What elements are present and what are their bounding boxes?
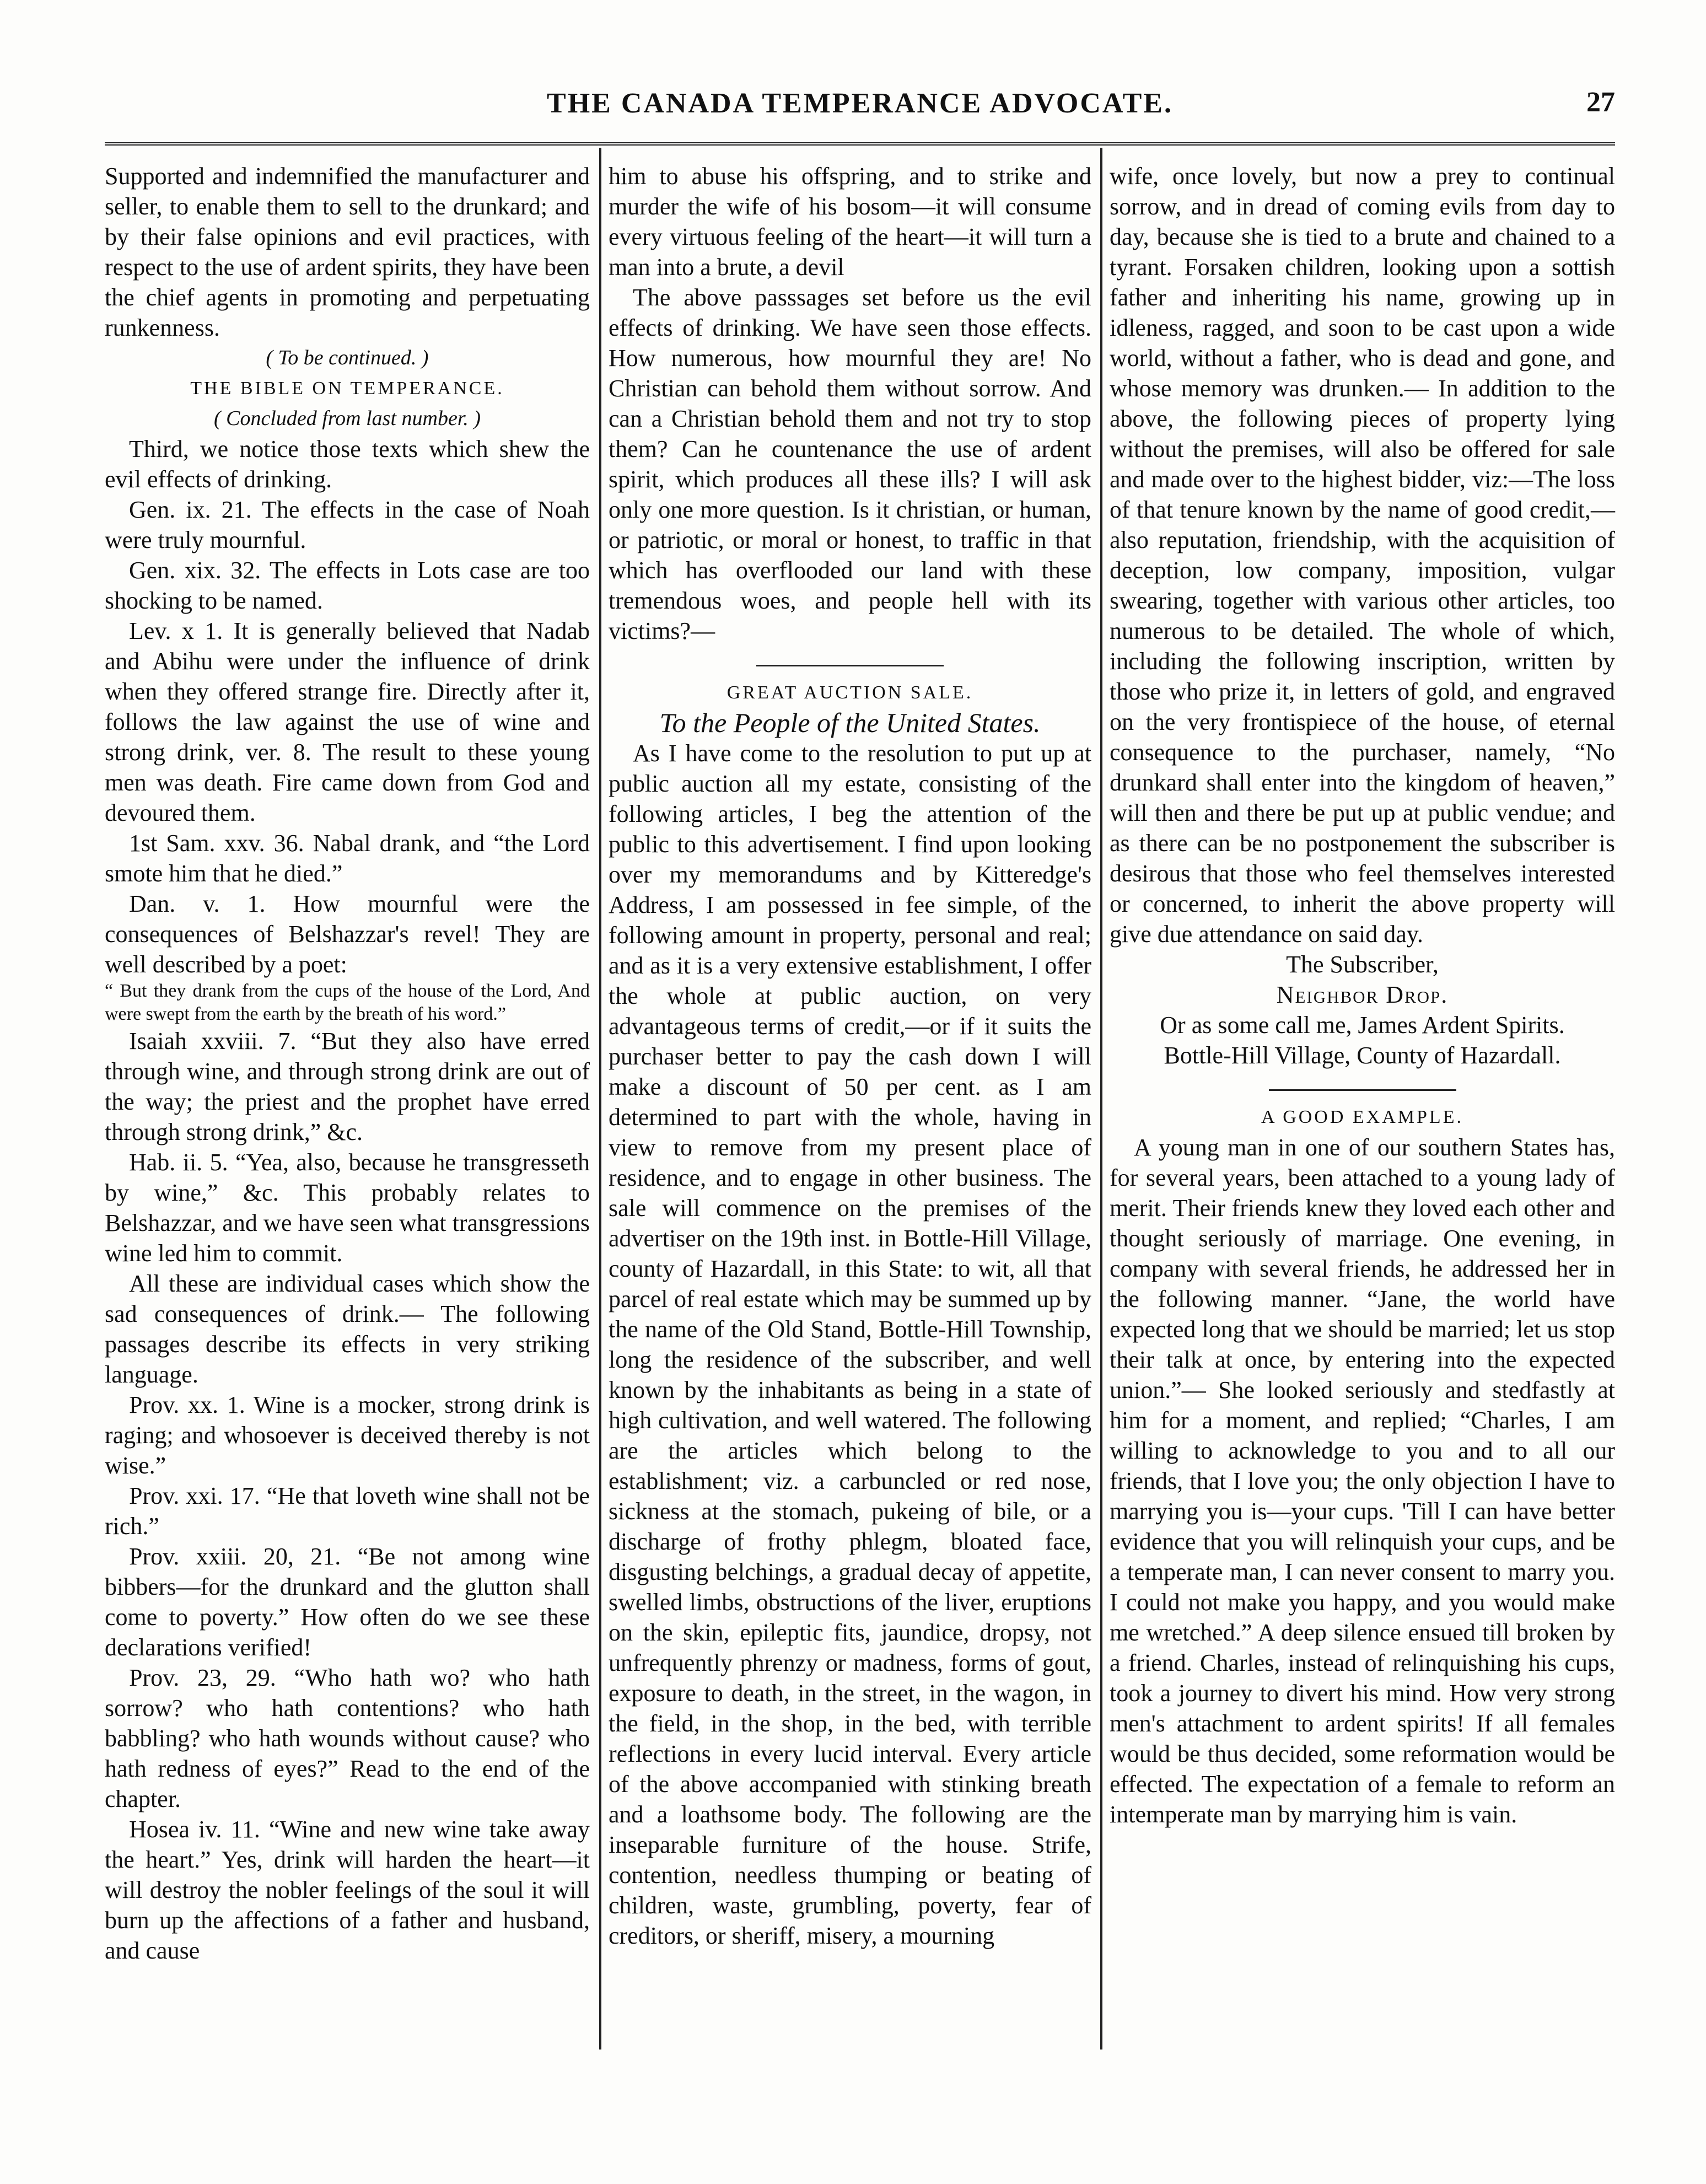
column-divider-2 — [1100, 148, 1102, 2049]
paragraph: As I have come to the resolution to put up at public auction all my estate, consisting of the following articles, I beg the attention of the public to this advertisement. I find upon looking over my memorandums and by Kitteredge's Address, I am possessed in fee simple, of the following amount in property, personal and real; and as it is a very extensive establishment, I offer the whole at public auction, on very advantageous terms of credit,—or if it suits the purchaser better to pay the cash down I will make a discount of 50 per cent. as I am determined to part with the whole, having in view to remove from my present place of residence, and to engage in other business. The sale will commence on the premises of the advertiser on the 19th inst. in Bottle-Hill Village, county of Hazardall, in this State: to wit, all that parcel of real estate which may be summed up by the name of the Old Stand, Bottle-Hill Township, long the residence of the subscriber, and well known by the inhabitants as being in a state of high cultivation, and well watered. The following are the articles which belong to the establishment; viz. a carbuncled or red nose, sickness at the stomach, pukeing of bile, or a discharge of frothy phlegm, bloated face, disgusting belchings, a gradual decay of appetite, swelled limbs, obstructions of the liver, eruptions on the skin, epileptic fits, jaundice, dropsy, not unfrequently phrenzy or madness, forms of gout, exposure to death, in the street, in the wagon, in the field, in the shop, in the bed, with terrible reflections in every lucid interval. Every article of the above accompanied with stinking breath and a loathsome body. The following are the inseparable furniture of the house. Strife, contention, needless thumping or beating of children, waste, grumbling, poverty, fear of creditors, or sheriff, misery, a mourning — [609, 740, 1091, 1949]
article-heading-good-example: A GOOD EXAMPLE. — [1261, 1107, 1463, 1127]
paragraph: Prov. xx. 1. Wine is a mocker, strong drink is raging; and whosoever is deceived thereby is not wise.” — [105, 1391, 590, 1479]
signature-alias: Or as some call me, James Ardent Spirits. — [1160, 1012, 1565, 1039]
paragraph: Third, we notice those texts which shew the evil effects of drinking. — [105, 435, 590, 493]
column-divider-1 — [599, 148, 601, 2049]
paragraph: Hosea iv. 11. “Wine and new wine take away the heart.” Yes, drink will harden the heart—it will destroy the nobler feelings of the soul it will burn up the affections of a father and husband, and cause — [105, 1816, 590, 1964]
page-header — [105, 83, 1615, 127]
paragraph: Prov. 23, 29. “Who hath wo? who hath sorrow? who hath contentions? who hath babbling? who hath wounds without cause? who hath redness of eyes?” Read to the end of the chapter. — [105, 1664, 590, 1812]
column-1 — [105, 161, 590, 1966]
article-continuation: Supported and indemnified the manufacturer and seller, to enable them to sell to the drunkard; and by their false opinions and evil practices, with respect to the use of ardent spirits, they have been the chief agents in promoting and perpetuating runkenness. — [105, 163, 590, 341]
column-3 — [1110, 161, 1615, 1830]
paragraph: Hab. ii. 5. “Yea, also, because he transgresseth by wine,” &c. This probably relates to Belshazzar, and we have seen what transgressions wine led him to commit. — [105, 1149, 590, 1267]
article-heading-bible: THE BIBLE ON TEMPERANCE. — [190, 378, 504, 399]
paragraph: Prov. xxiii. 20, 21. “Be not among wine bibbers—for the drunkard and the glutton shall come to poverty.” How often do we see these declarations verified! — [105, 1543, 590, 1661]
signature-name: Neighbor Drop. — [1276, 981, 1449, 1008]
paragraph: him to abuse his offspring, and to strike and murder the wife of his bosom—it will consume every virtuous feeling of the heart—it will turn a man into a brute, a devil — [609, 163, 1091, 281]
signature-intro: The Subscriber, — [1286, 951, 1439, 978]
paragraph: Lev. x 1. It is generally believed that Nadab and Abihu were under the influence of drink when they offered strange fire. Directly after it, follows the law against the use of wine and strong drink, ver. 8. The result to these young men was death. Fire came down from God and devoured them. — [105, 617, 590, 826]
article-subtitle: To the People of the United States. — [659, 707, 1041, 738]
page-number: 27 — [1586, 87, 1615, 118]
paragraph: A young man in one of our southern States has, for several years, been attached to a young lady of merit. Their friends knew they loved each other and thought seriously of marriage. One evening, in company with several friends, he addressed her in the following manner. “Jane, the world have expected long that we should be married; let us stop their talk at once, by entering into the expected union.”— She looked seriously and stedfastly at him for a moment, and replied; “Charles, I am willing to acknowledge to you and to all our friends, that I love you; the only objection I have to marrying you is—your cups. 'Till I can have better evidence that you will relinquish your cups, and be a temperate man, I can never consent to marry you. I could not make you happy, and you would make me wretched.” A deep silence ensued till broken by a friend. Charles, instead of relinquishing his cups, took a journey to divert his mind. How very strong men's attachment to ardent spirits! If all females would be thus decided, some reformation would be effected. The expectation of a female to reform an intemperate man by marrying him is vain. — [1110, 1134, 1615, 1828]
header-rule — [105, 142, 1615, 146]
section-divider — [756, 665, 944, 666]
paragraph: Prov. xxi. 17. “He that loveth wine shall not be rich.” — [105, 1482, 590, 1540]
column-2 — [609, 161, 1091, 1951]
paragraph: Gen. xix. 32. The effects in Lots case are too shocking to be named. — [105, 557, 590, 614]
paragraph: Isaiah xxviii. 7. “But they also have erred through wine, and through strong drink are out of the way; the priest and the prophet have erred through strong drink,” &c. — [105, 1028, 590, 1145]
paragraph: 1st Sam. xxv. 36. Nabal drank, and “the Lord smote him that he died.” — [105, 830, 590, 887]
article-subheading: ( Concluded from last number. ) — [213, 407, 481, 430]
signature-place: Bottle-Hill Village, County of Hazardall. — [1164, 1042, 1561, 1069]
masthead-title: THE CANADA TEMPERANCE ADVOCATE. — [547, 88, 1173, 119]
paragraph: wife, once lovely, but now a prey to continual sorrow, and in dread of coming evils from day to day, because she is tied to a brute and chained to a tyrant. Forsaken children, looking upon a sottish father and inheriting his name, growing up in idleness, ragged, and soon to be cast upon a wide world, without a father, who is dead and gone, and whose memory was drunken.— In addition to the above, the following pieces of property lying without the premises, will also be offered for sale and made over to the highest bidder, viz:—The loss of that tenure known by the name of good credit,—also reputation, friendship, with the acquisition of deception, low company, imposition, vulgar swearing, together with various other articles, too numerous to be detailed. The whole of which, including the following inscription, written by those who prize it, in letters of gold, and engraved on the very frontispiece of the house, of eternal consequence to the purchaser, namely, “No drunkard shall enter into the kingdom of heaven,” will then and there be put up at public vendue; and as there can be no postponement the subscriber is desirous that those who feel themselves interested or concerned, to inherit the above property will give due attendance on said day. — [1110, 163, 1615, 948]
to-be-continued-note: ( To be continued. ) — [266, 346, 429, 369]
poem-quote: “ But they drank from the cups of the house of the Lord, And were swept from the earth by the breath of his word.” — [105, 981, 590, 1024]
paragraph: All these are individual cases which show the sad consequences of drink.— The following passages describe its effects in very striking language. — [105, 1270, 590, 1388]
paragraph: The above passsages set before us the evil effects of drinking. We have seen those effects. How numerous, how mournful they are! No Christian can behold them without sorrow. And can a Christian behold them and not try to stop them? Can he countenance the use of ardent spirit, which produces all these ills? I will ask only one more question. Is it christian, or human, or patriotic, or moral or honest, to traffic in that which has overflooded our land with these tremendous woes, and people hell with its victims?— — [609, 284, 1091, 644]
section-divider — [1269, 1089, 1456, 1091]
paragraph: Gen. ix. 21. The effects in the case of Noah were truly mournful. — [105, 496, 590, 553]
paragraph: Dan. v. 1. How mournful were the consequences of Belshazzar's revel! They are well described by a poet: — [105, 890, 590, 978]
article-heading-auction: GREAT AUCTION SALE. — [726, 682, 973, 703]
